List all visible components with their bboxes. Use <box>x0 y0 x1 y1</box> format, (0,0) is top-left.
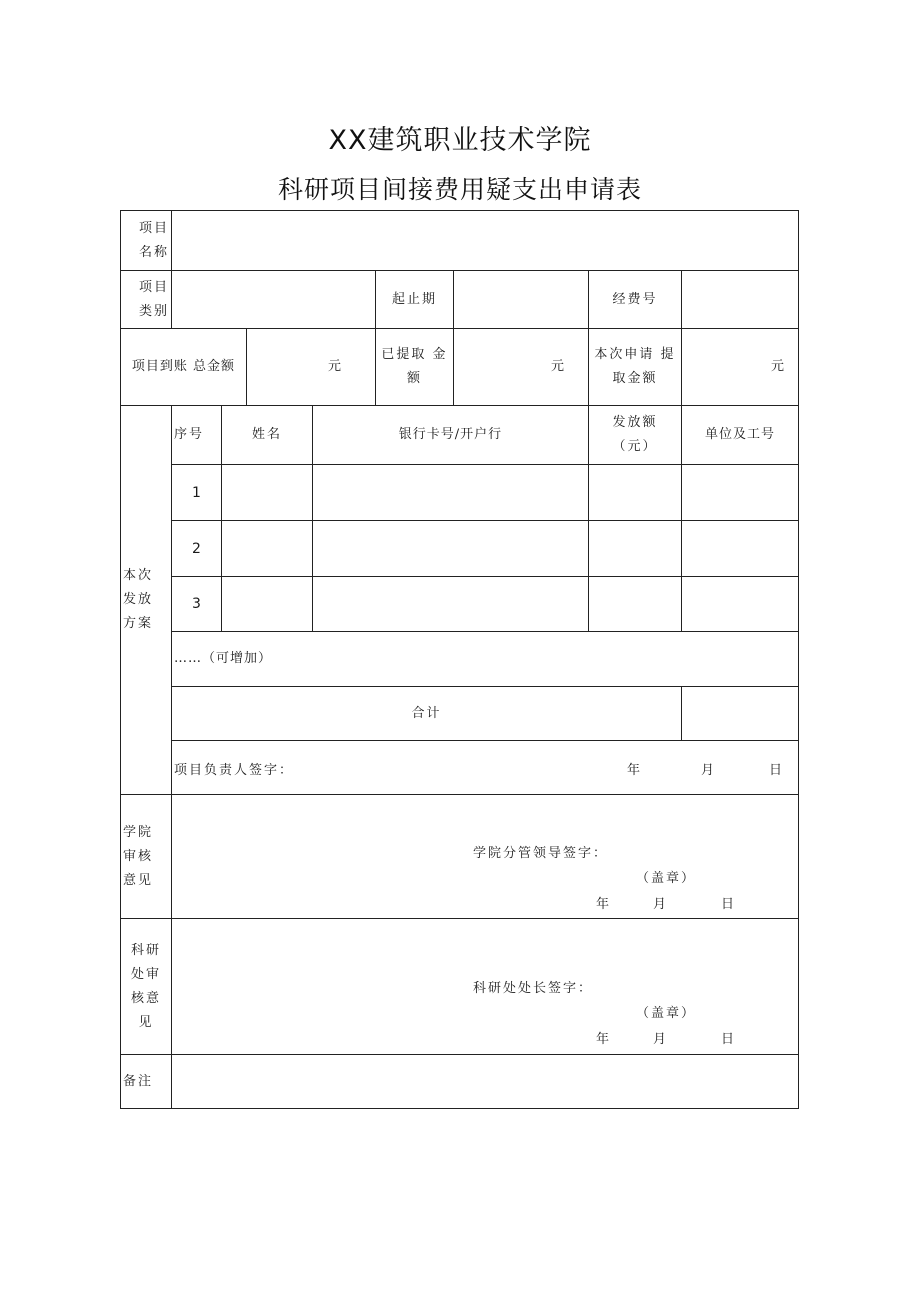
this-request-field[interactable] <box>682 329 798 405</box>
period-label: 起止期 <box>391 291 437 307</box>
remarks-field[interactable] <box>172 1055 798 1108</box>
withdrawn-label: 已提取 金 额 <box>381 347 448 386</box>
research-review-label: 科研 处审 核意 见 <box>130 942 161 1030</box>
form-title: 科研项目间接费用疑支出申请表 <box>277 175 642 204</box>
row-unit-field[interactable] <box>682 577 798 631</box>
college-year: 年 <box>596 897 612 912</box>
college-leader-sign-label: 学院分管领导签字： <box>473 846 609 861</box>
college-seal: （盖章） <box>636 871 697 886</box>
row-seq: 2 <box>192 540 201 557</box>
college-review-label: 学院 审核 意见 <box>123 824 154 888</box>
header-name: 姓名 <box>251 427 282 442</box>
research-month: 月 <box>653 1032 669 1047</box>
research-year: 年 <box>596 1032 612 1047</box>
research-director-sign-label: 科研处处长签字： <box>473 981 594 996</box>
row-bank-field[interactable] <box>313 577 588 631</box>
yuan-unit: 元 <box>550 359 566 374</box>
sign-month: 月 <box>701 763 717 778</box>
row-amount-field[interactable] <box>589 577 681 631</box>
withdrawn-field[interactable] <box>454 329 588 405</box>
row-bank-field[interactable] <box>313 521 588 576</box>
research-seal: （盖章） <box>636 1006 697 1021</box>
project-type-label: 项目 类别 <box>138 279 169 319</box>
college-day: 日 <box>721 897 737 912</box>
row-name-field[interactable] <box>222 465 312 520</box>
yuan-unit: 元 <box>770 359 786 374</box>
period-field[interactable] <box>454 271 588 328</box>
header-amount: 发放额 （元） <box>612 415 658 454</box>
header-unit: 单位及工号 <box>704 427 775 442</box>
total-label: 合计 <box>411 705 442 721</box>
total-amount-field[interactable] <box>247 329 375 405</box>
payment-plan-label: 本次 发放 方案 <box>123 568 154 631</box>
yuan-unit: 元 <box>327 359 343 374</box>
row-name-field[interactable] <box>222 521 312 576</box>
row-amount-field[interactable] <box>589 465 681 520</box>
fund-no-label: 经费号 <box>612 291 658 307</box>
row-seq: 1 <box>192 484 201 501</box>
form-title-institution: XX建筑职业技术学院 <box>328 125 592 156</box>
sign-day: 日 <box>769 763 785 778</box>
row-amount-field[interactable] <box>589 521 681 576</box>
row-name-field[interactable] <box>222 577 312 631</box>
project-name-field[interactable] <box>172 211 798 270</box>
total-amount-label: 项目到账 总金额 <box>131 359 236 374</box>
sign-year: 年 <box>627 763 643 778</box>
total-field[interactable] <box>682 687 798 740</box>
fund-no-field[interactable] <box>682 271 798 328</box>
row-unit-field[interactable] <box>682 521 798 576</box>
row-unit-field[interactable] <box>682 465 798 520</box>
add-more-rows-note: ……（可增加） <box>174 651 273 666</box>
header-bank: 银行卡号/开户行 <box>398 427 503 442</box>
research-day: 日 <box>721 1032 737 1047</box>
header-seq: 序号 <box>174 427 205 442</box>
row-bank-field[interactable] <box>313 465 588 520</box>
project-type-field[interactable] <box>172 271 375 328</box>
remarks-label: 备注 <box>123 1073 154 1089</box>
project-leader-sign-label: 项目负责人签字： <box>174 763 295 778</box>
this-request-label: 本次申请 提 取金额 <box>594 347 676 386</box>
row-seq: 3 <box>192 596 201 612</box>
project-name-label: 项目 名称 <box>138 220 169 260</box>
college-month: 月 <box>653 897 669 912</box>
